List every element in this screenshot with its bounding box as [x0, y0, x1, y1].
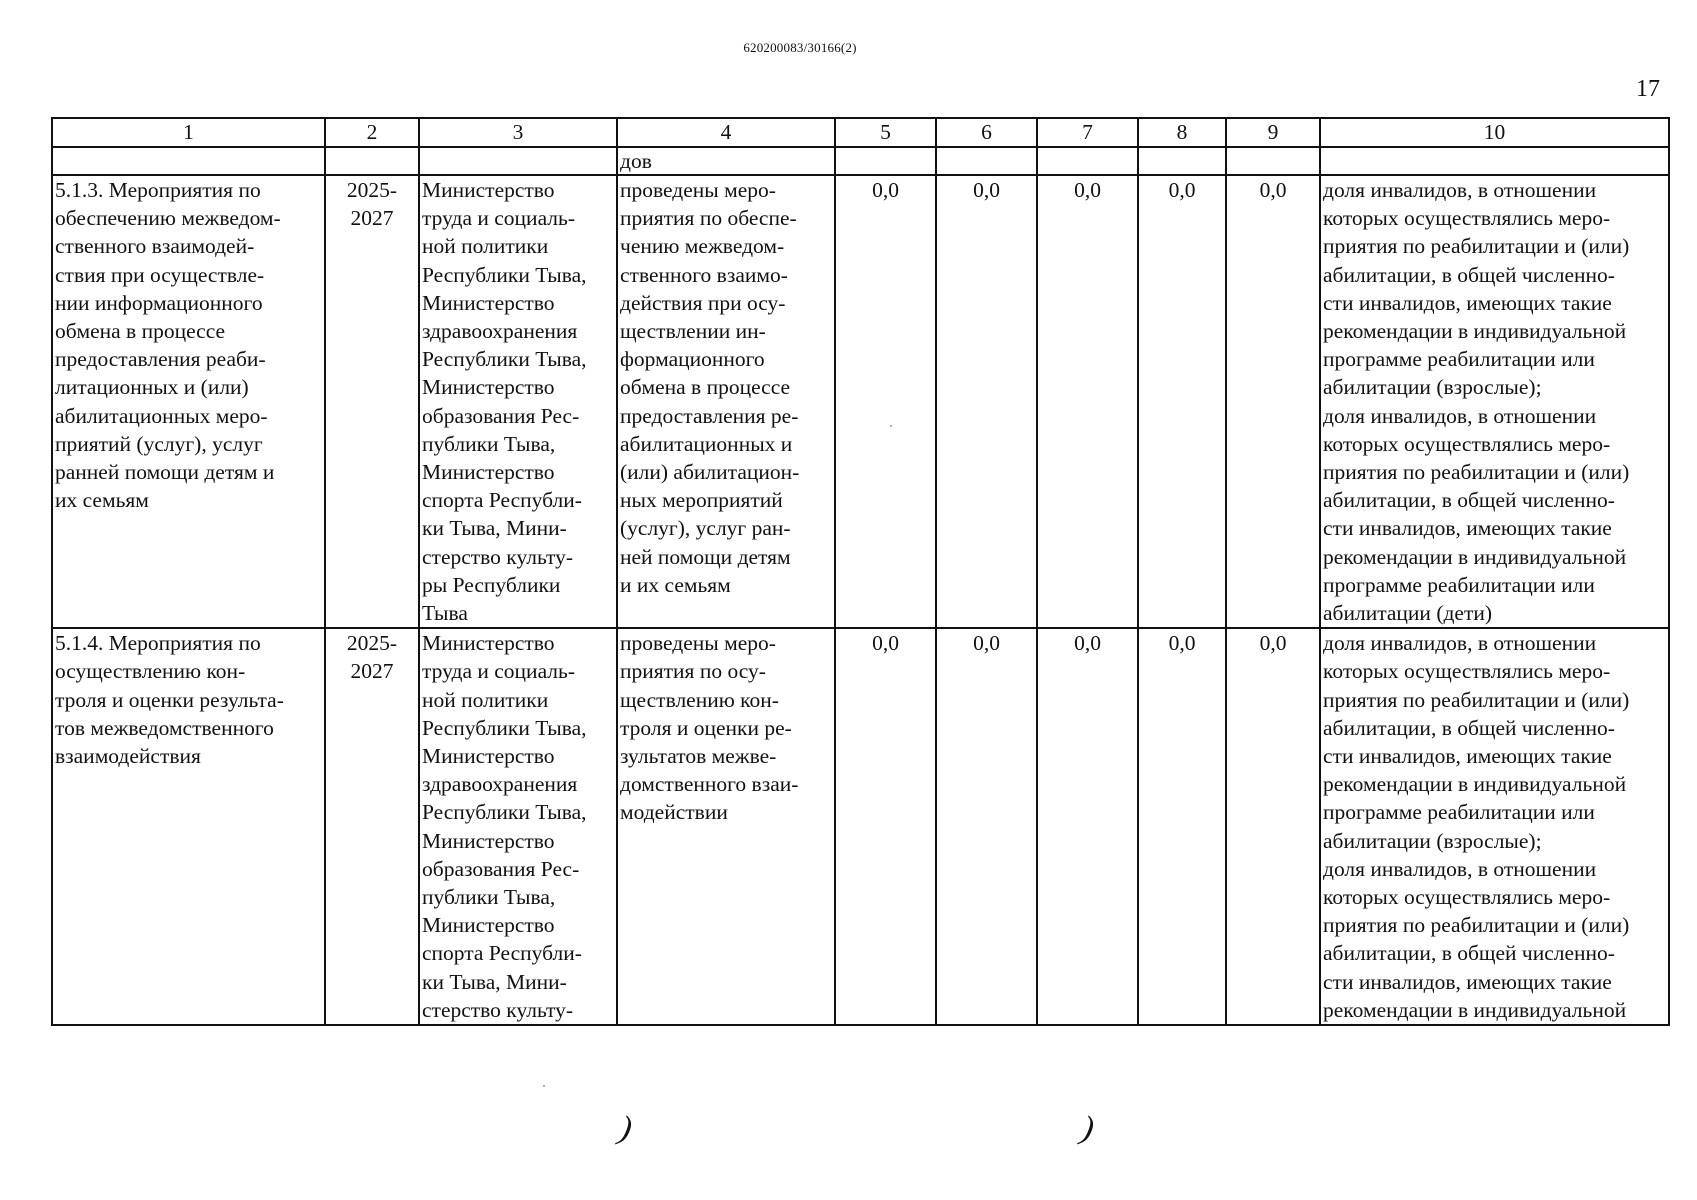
value-cell: 0,0: [1138, 175, 1226, 628]
value-cell: 0,0: [835, 175, 936, 628]
measure-cell: [52, 175, 325, 628]
result-text: проведены меро- приятия по осу- ществлению кон- троля и оценки ре- зультатов межве- домственного взаи- модействии: [620, 631, 799, 825]
result-text: проведены меро- приятия по обеспе- чению межведом- ственного взаимо- действия при осу- ществлении ин- формационного обмена в процессе предоставления ре- абилитационных и (или) абилитацион- ных мероприятий (услуг), услуг ран- ней помощи детям и их семьям: [620, 178, 800, 597]
table-cell: [325, 147, 419, 175]
result-cell: [617, 628, 835, 1025]
measure-text: 5.1.3. Мероприятия по обеспечению межведом- ственного взаимодей- ствия при осуществле- нии информационного обмена в процессе предоставления реаби- литационных и (или) абилитационных меро- приятий (услуг), услуг ранней помощи детям и их семьям: [55, 178, 281, 513]
table-cell: [52, 147, 325, 175]
column-number: 3: [419, 118, 617, 147]
table-row: [52, 628, 1669, 1025]
indicators-text: доля инвалидов, в отношении которых осуществлялись меро- приятия по реабилитации и (или) абилитации, в общей численно- сти инвалидов, имеющих такие рекомендации в индивидуальной программе реабилитации или абилитации (взрослые); доля инвалидов, в отношении которых осуществлялись меро- приятия по реабилитации и (или) абилитации, в общей численно- сти инвалидов, имеющих такие рекомендации в индивидуальной программе реабилитации или абилитации (дети): [1323, 178, 1630, 626]
column-number: 4: [617, 118, 835, 147]
result-cell: [617, 175, 835, 628]
continuation-text: дов: [617, 147, 835, 175]
measure-text: 5.1.4. Мероприятия по осуществлению кон- троля и оценки результа- тов межведомственного взаимодействия: [55, 631, 284, 769]
indicators-cell: [1320, 628, 1669, 1025]
period-cell: [325, 628, 419, 1025]
program-table: [51, 117, 1670, 1026]
page-number: 17: [1636, 76, 1660, 102]
executors-text: Министерство труда и социаль- ной политики Республики Тыва, Министерство здравоохранения Республики Тыва, Министерство образования Рес- публики Тыва, Министерство спорта Республи- ки Тыва, Мини- стерство культу-: [422, 631, 587, 1022]
column-number: 9: [1226, 118, 1320, 147]
column-number-row: [52, 118, 1669, 147]
value-cell: 0,0: [936, 175, 1037, 628]
table-cell: [419, 147, 617, 175]
table-row: [52, 175, 1669, 628]
period-text: 2025- 2027: [346, 178, 398, 231]
table-cell: [1037, 147, 1138, 175]
period-cell: [325, 175, 419, 628]
column-number: 8: [1138, 118, 1226, 147]
pen-mark: ): [1078, 1109, 1098, 1148]
value-cell: 0,0: [1226, 175, 1320, 628]
value-cell: 0,0: [1226, 628, 1320, 1025]
value-cell: 0,0: [1037, 175, 1138, 628]
value-cell: 0,0: [1138, 628, 1226, 1025]
table-cell: [1226, 147, 1320, 175]
table-cell: [835, 147, 936, 175]
column-number: 5: [835, 118, 936, 147]
pen-mark: ): [616, 1109, 636, 1148]
column-number: 6: [936, 118, 1037, 147]
indicators-text: доля инвалидов, в отношении которых осуществлялись меро- приятия по реабилитации и (или) абилитации, в общей численно- сти инвалидов, имеющих такие рекомендации в индивидуальной программе реабилитации или абилитации (взрослые); доля инвалидов, в отношении которых осуществлялись меро- приятия по реабилитации и (или) абилитации, в общей численно- сти инвалидов, имеющих такие рекомендации в индивидуальной: [1323, 631, 1630, 1022]
table-cell: [1320, 147, 1669, 175]
column-number: 2: [325, 118, 419, 147]
value-cell: 0,0: [936, 628, 1037, 1025]
continuation-row: [52, 147, 1669, 175]
document-id: 620200083/30166(2): [743, 40, 857, 55]
executors-cell: [419, 175, 617, 628]
executors-cell: [419, 628, 617, 1025]
column-number: 1: [52, 118, 325, 147]
column-number: 7: [1037, 118, 1138, 147]
table-cell: [1138, 147, 1226, 175]
column-number: 10: [1320, 118, 1669, 147]
scan-speck: [543, 1085, 545, 1087]
period-text: 2025- 2027: [346, 631, 398, 684]
indicators-cell: [1320, 175, 1669, 628]
table-cell: [936, 147, 1037, 175]
scan-speck: [890, 425, 892, 427]
executors-text: Министерство труда и социаль- ной политики Республики Тыва, Министерство здравоохранения Республики Тыва, Министерство образования Рес- публики Тыва, Министерство спорта Республи- ки Тыва, Мини- стерство культу- ры Республики Тыва: [422, 178, 587, 626]
value-cell: 0,0: [1037, 628, 1138, 1025]
measure-cell: [52, 628, 325, 1025]
value-cell: 0,0: [835, 628, 936, 1025]
